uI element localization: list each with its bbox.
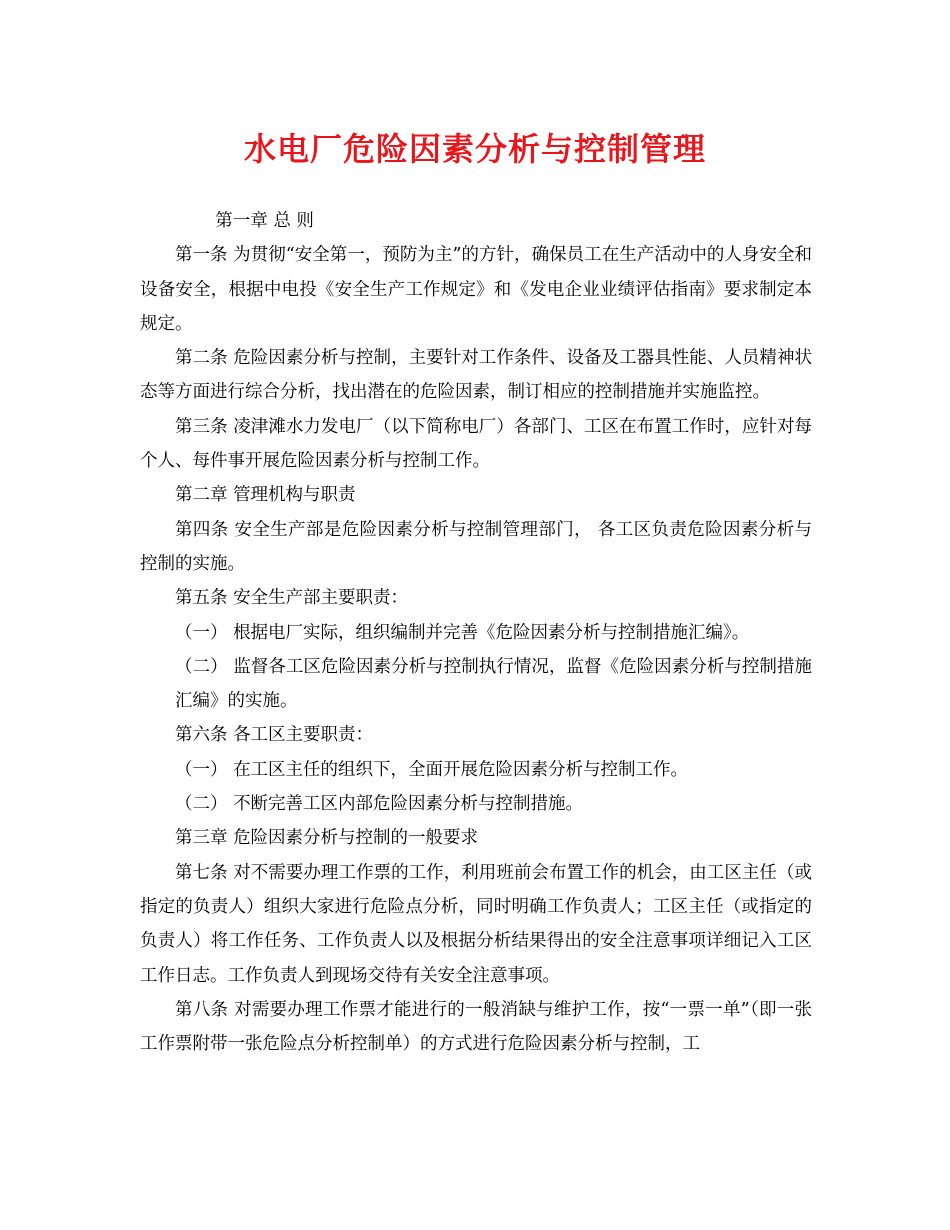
document-title: 水电厂危险因素分析与控制管理 xyxy=(243,130,706,168)
document-body xyxy=(140,204,812,1061)
article-paragraph: 第五条 安全生产部主要职责： xyxy=(175,588,409,609)
article-paragraph: 第六条 各工区主要职责： xyxy=(175,725,374,746)
article-paragraph: 第八条 对需要办理工作票才能进行的一般消缺与维护工作，按“一票一单”（即一张工作票附带一张危险点分析控制单）的方式进行危险因素分析与控制，工 xyxy=(140,999,812,1055)
article-paragraph: 第一条 为贯彻“安全第一，预防为主”的方针，确保员工在生产活动中的人身安全和设备安全，根据中电投《安全生产工作规定》和《发电企业业绩评估指南》要求制定本规定。 xyxy=(140,245,812,334)
chapter-heading: 第二章 管理机构与职责 xyxy=(175,485,356,506)
list-item: （一） 根据电厂实际，组织编制并完善《危险因素分析与控制措施汇编》。 xyxy=(175,622,750,643)
chapter-heading: 第一章 总 则 xyxy=(215,211,314,231)
article-paragraph: 第七条 对不需要办理工作票的工作，利用班前会布置工作的机会，由工区主任（或指定的负责人）组织大家进行危险点分析，同时明确工作负责人；工区主任（或指定的负责人）将工作任务、工作负责人以及根据分析结果得出的安全注意事项详细记入工区工作日志。工作负责人到现场交待有关安全注意事项。 xyxy=(140,862,812,986)
list-item: （二） 不断完善工区内部危险因素分析与控制措施。 xyxy=(175,794,584,815)
list-item: （一） 在工区主任的组织下，全面开展危险因素分析与控制工作。 xyxy=(175,759,689,780)
chapter-heading: 第三章 危险因素分析与控制的一般要求 xyxy=(175,828,479,849)
article-paragraph: 第四条 安全生产部是危险因素分析与控制管理部门， 各工区负责危险因素分析与控制的实施。 xyxy=(140,519,812,574)
article-paragraph: 第三条 凌津滩水力发电厂（以下简称电厂）各部门、工区在布置工作时，应针对每个人、每件事开展危险因素分析与控制工作。 xyxy=(140,416,812,472)
article-paragraph: 第二条 危险因素分析与控制，主要针对工作条件、设备及工器具性能、人员精神状态等方面进行综合分析，找出潜在的危险因素，制订相应的控制措施并实施监控。 xyxy=(140,348,812,403)
list-item: （二） 监督各工区危险因素分析与控制执行情况，监督《危险因素分析与控制措施汇编》的实施。 xyxy=(175,656,812,712)
